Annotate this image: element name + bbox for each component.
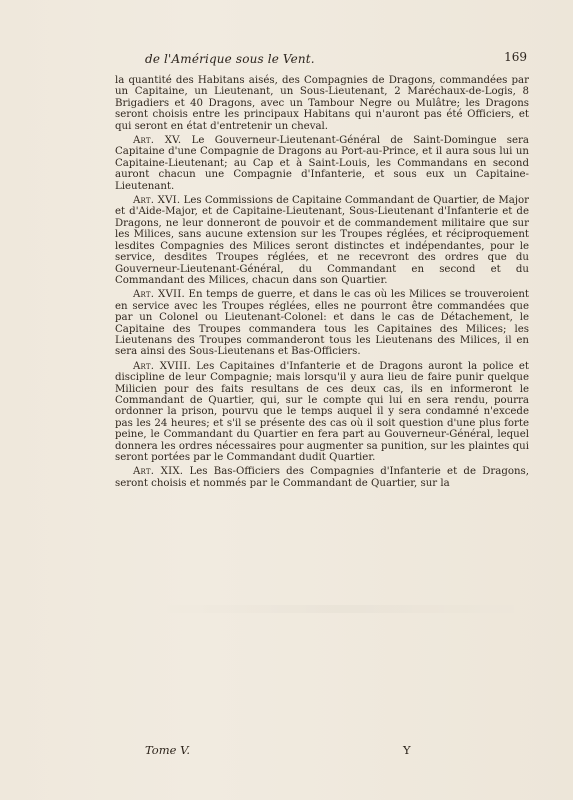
paragraph-1	[115, 75, 529, 132]
article-18	[115, 361, 529, 464]
article-19	[115, 466, 529, 489]
article-15-label: Art. XV.	[133, 135, 182, 147]
article-18-text: Les Capitaines d'Infanterie et de Dragons auront la police et discipline de leur Compagnie; mais lorsqu'il y aura lieu de faire punir quelque Milicien pour des faits resultans de ces deux cas, ils en informeront le Commandant de Quartier, qui, sur le compte qui lui en sera rendu, pourra ordonner la prison, pourvu que le temps auquel il y sera condamné n'excede pas les 24 heures; et s'il se présente des cas où il soit question d'une plus forte peine, le Commandant du Quartier en fera part au Gouverneur-Général, lequel donnera les ordres nécessaires pour augmenter sa punition, sur les plaintes qui seront portées par le Commandant dudit Quartier.	[115, 360, 529, 463]
article-16-label: Art. XVI.	[133, 195, 181, 207]
article-18-label: Art. XVIII.	[133, 360, 191, 372]
article-19-label: Art. XIX.	[133, 466, 184, 478]
volume-label: Tome V.	[145, 743, 191, 757]
paragraph-1-text: la quantité des Habitans aisés, des Compagnies de Dragons, commandées par un Capitaine, un Lieutenant, un Sous-Lieutenant, 2 Maréchaux-de-Logis, 8 Brigadiers et 40 Dragons, avec un Tambour Negre ou Mulâtre; les Dragons seront choisis entre les principaux Habitans qui n'auront pas été Officiers, et qui seront en état d'entretenir un cheval.	[115, 75, 529, 132]
page-number: 169	[504, 50, 527, 64]
page-header	[145, 52, 527, 72]
article-15-text: Le Gouverneur-Lieutenant-Général de Saint-Domingue sera Capitaine d'une Compagnie de Dragons au Port-au-Prince, et il aura sous lui un Capitaine-Lieutenant; au Cap et à Saint-Louis, les Commandans en second auront chacun une Compagnie d'Infanterie, et sous eux un Capitaine-Lieutenant.	[115, 135, 529, 192]
running-title: de l'Amérique sous le Vent.	[145, 52, 315, 66]
text-body	[115, 75, 529, 492]
article-17	[115, 289, 529, 357]
show-through-mark	[150, 605, 531, 613]
article-17-label: Art. XVII.	[133, 289, 185, 301]
article-16	[115, 195, 529, 286]
signature-mark: Y	[403, 743, 411, 757]
article-19-text: Les Bas-Officiers des Compagnies d'Infanterie et de Dragons, seront choisis et nommés par le Commandant de Quartier, sur la	[115, 466, 530, 489]
article-15	[115, 135, 529, 192]
page-footer	[145, 743, 465, 759]
article-17-text: En temps de guerre, et dans le cas où les Milices se trouveroient en service avec les Troupes réglées, elles ne pourront être commandées que par un Colonel ou Lieutenant-Colonel: et dans le cas de Détachement, le Capitaine des Troupes commandera tous les Capitaines des Milices; les Lieutenans des Troupes commanderont tous les Lieutenans des Milices, il en sera ainsi des Sous-Lieutenans et Bas-Officiers.	[115, 289, 530, 358]
article-16-text: Les Commissions de Capitaine Commandant de Quartier, de Major et d'Aide-Major, et de Capitaine-Lieutenant, Sous-Lieutenant d'Infanterie et de Dragons, ne leur donneront de pouvoir et de commandement militaire que sur les Milices, sans aucune extension sur les Troupes réglées, et réciproquement lesdites Compagnies des Milices seront distinctes et indépendantes, pour le service, desdites Troupes réglées, et ne recevront des ordres que du Gouverneur-Lieutenant-Général, du Commandant en second et du Commandant des Milices, chacun dans son Quartier.	[115, 195, 529, 286]
